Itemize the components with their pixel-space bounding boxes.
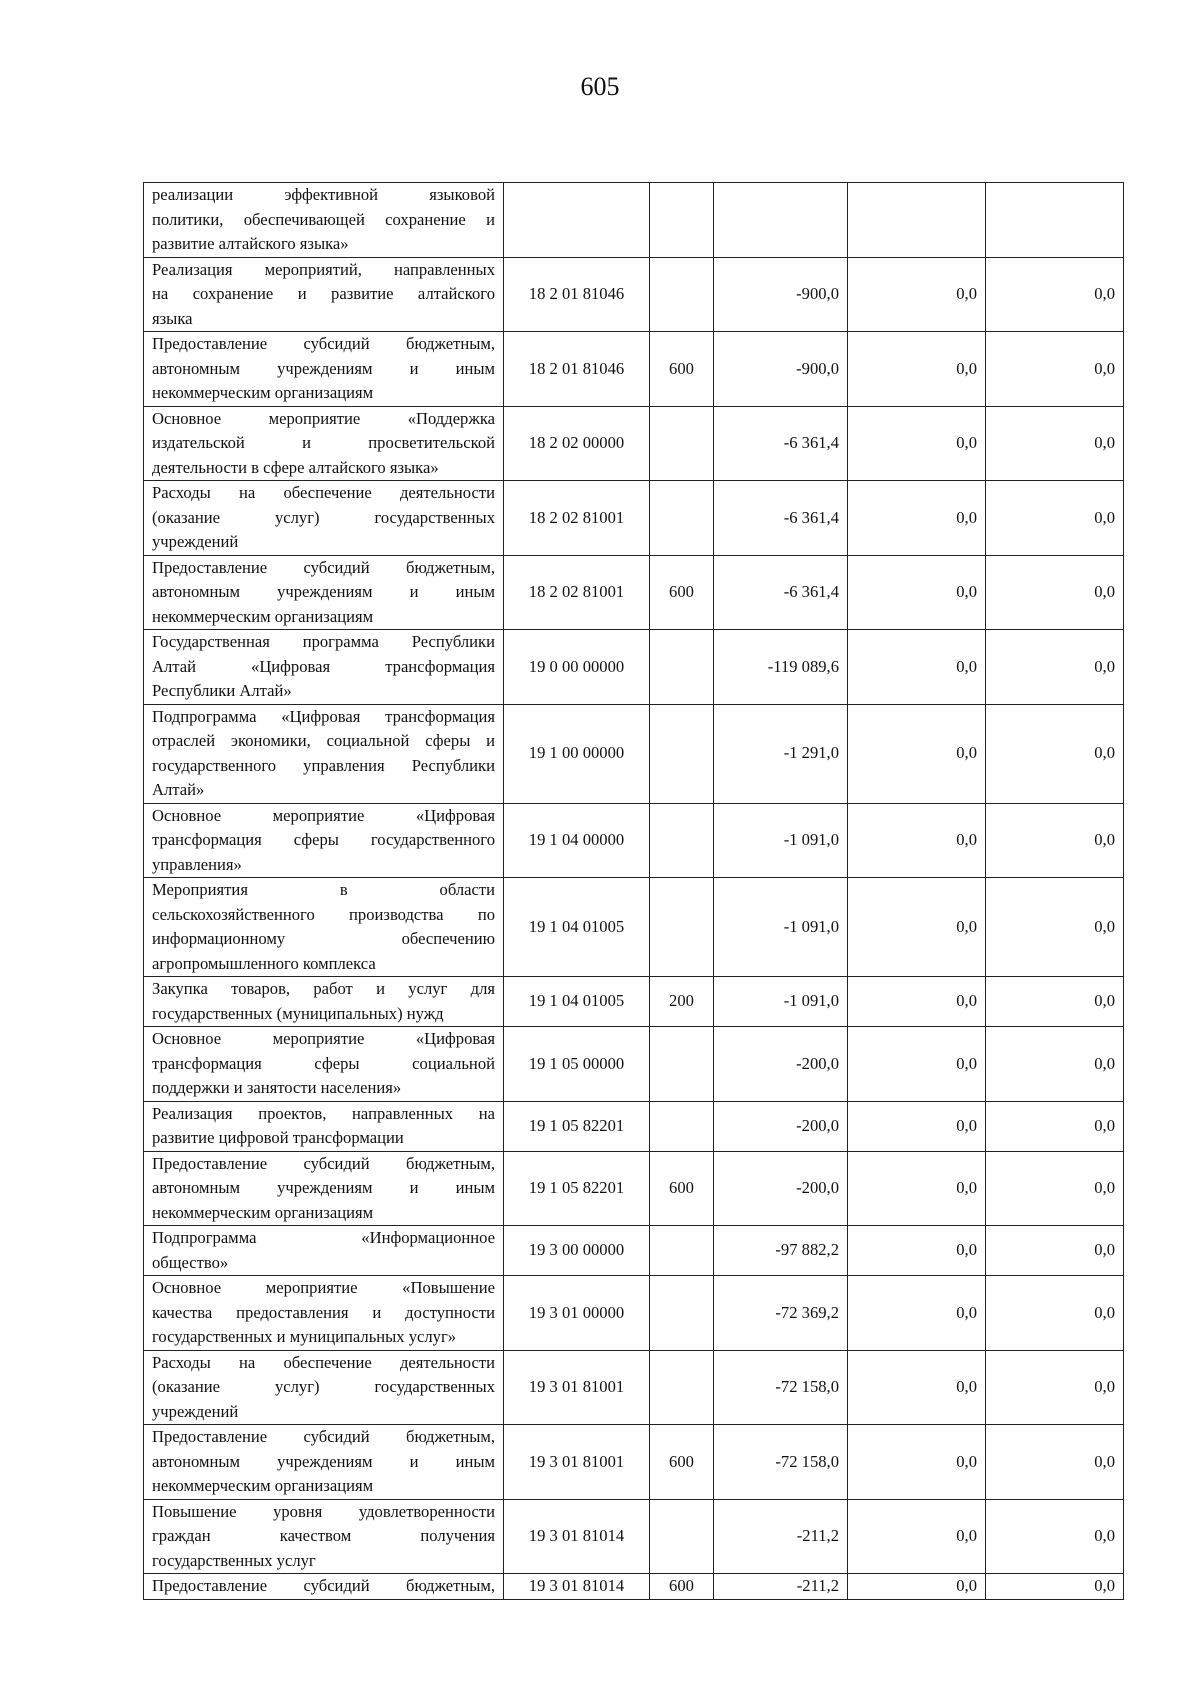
row-amount2-cell: 0,0 [848, 332, 986, 407]
table-row [144, 1276, 1124, 1351]
row-name-line: Предоставление субсидий бюджетным, [152, 334, 495, 353]
row-amount2-cell: 0,0 [848, 406, 986, 481]
row-kvr-cell [650, 1276, 714, 1351]
row-name-line: поддержки и занятости населения» [152, 1078, 402, 1097]
row-name-line: политики, обеспечивающей сохранение и [152, 209, 495, 229]
row-code-cell: 19 1 05 82201 [504, 1101, 650, 1151]
row-amount3-cell: 0,0 [986, 1425, 1124, 1500]
table-row [144, 183, 1124, 258]
row-name-line: информационному обеспечению [152, 929, 495, 948]
row-amount3-cell: 0,0 [986, 406, 1124, 481]
row-name-line: автономным учреждениям и иным [152, 1178, 495, 1197]
row-kvr-cell [650, 406, 714, 481]
row-name-line: трансформация сферы социальной [152, 1053, 495, 1073]
row-amount-cell: -6 361,4 [714, 481, 848, 556]
table-row [144, 257, 1124, 332]
row-amount-cell: -72 369,2 [714, 1276, 848, 1351]
row-amount3-cell: 0,0 [986, 1151, 1124, 1226]
row-code-cell: 19 1 00 00000 [504, 704, 650, 803]
row-name-line: учреждений [152, 532, 239, 551]
row-amount2-cell: 0,0 [848, 630, 986, 705]
row-amount-cell: -97 882,2 [714, 1226, 848, 1276]
table-row [144, 1027, 1124, 1102]
row-name-cell [144, 878, 504, 977]
row-amount3-cell: 0,0 [986, 1226, 1124, 1276]
row-name-line: Мероприятия в области [152, 880, 495, 899]
row-kvr-cell: 600 [650, 1574, 714, 1600]
row-code-cell: 18 2 02 81001 [504, 481, 650, 556]
row-code-cell: 19 3 01 81001 [504, 1425, 650, 1500]
row-name-cell [144, 977, 504, 1027]
row-name-cell [144, 803, 504, 878]
row-name-line: государственных услуг [152, 1550, 316, 1570]
row-name-line: Расходы на обеспечение деятельности [152, 483, 495, 502]
row-name-cell [144, 406, 504, 481]
row-amount2-cell [848, 183, 986, 258]
row-amount-cell: -1 091,0 [714, 878, 848, 977]
table-row [144, 406, 1124, 481]
row-code-cell: 18 2 02 00000 [504, 406, 650, 481]
row-code-cell: 19 3 00 00000 [504, 1226, 650, 1276]
table-row [144, 1226, 1124, 1276]
row-name-line: Подпрограмма «Информационное [152, 1228, 495, 1247]
row-name-line: Подпрограмма «Цифровая трансформация [152, 706, 495, 726]
row-kvr-cell [650, 704, 714, 803]
row-name-line: Реализация мероприятий, направленных [152, 259, 495, 279]
row-amount3-cell: 0,0 [986, 1350, 1124, 1425]
row-name-line: учреждений [152, 1401, 239, 1421]
row-name-line: Алтай» [152, 780, 205, 799]
row-name-line: Алтай «Цифровая трансформация [152, 656, 495, 676]
row-code-cell: 18 2 02 81001 [504, 555, 650, 630]
row-amount-cell: -119 089,6 [714, 630, 848, 705]
row-amount-cell: -72 158,0 [714, 1350, 848, 1425]
table-row [144, 1425, 1124, 1500]
row-name-line: Республики Алтай» [152, 681, 292, 700]
row-amount2-cell: 0,0 [848, 1101, 986, 1151]
row-name-cell [144, 704, 504, 803]
row-name-line: издательской и просветительской [152, 433, 495, 452]
row-amount3-cell: 0,0 [986, 332, 1124, 407]
row-name-cell [144, 257, 504, 332]
row-name-cell [144, 1350, 504, 1425]
row-code-cell: 19 1 04 01005 [504, 878, 650, 977]
row-amount-cell: -200,0 [714, 1151, 848, 1226]
row-amount2-cell: 0,0 [848, 1499, 986, 1574]
table-row [144, 878, 1124, 977]
row-name-line: некоммерческим организациям [152, 1476, 374, 1495]
row-amount2-cell: 0,0 [848, 1226, 986, 1276]
row-name-line: языка [152, 308, 193, 328]
row-kvr-cell: 200 [650, 977, 714, 1027]
row-amount-cell: -1 291,0 [714, 704, 848, 803]
row-kvr-cell [650, 878, 714, 977]
row-amount-cell: -6 361,4 [714, 406, 848, 481]
row-kvr-cell [650, 630, 714, 705]
row-kvr-cell [650, 257, 714, 332]
row-name-line: Предоставление субсидий бюджетным, [152, 1153, 495, 1173]
row-amount3-cell: 0,0 [986, 1574, 1124, 1600]
row-name-line: Основное мероприятие «Цифровая [152, 805, 495, 825]
row-name-line: развитие алтайского языка» [152, 234, 349, 253]
row-amount-cell: -6 361,4 [714, 555, 848, 630]
table-row [144, 1499, 1124, 1574]
row-code-cell: 18 2 01 81046 [504, 332, 650, 407]
row-amount3-cell [986, 183, 1124, 258]
row-name-line: Повышение уровня удовлетворенности [152, 1501, 495, 1521]
row-name-cell [144, 555, 504, 630]
row-name-line: автономным учреждениям и иным [152, 1451, 495, 1471]
row-amount-cell: -200,0 [714, 1101, 848, 1151]
row-amount3-cell: 0,0 [986, 977, 1124, 1027]
table-row [144, 332, 1124, 407]
row-name-cell [144, 1276, 504, 1351]
row-name-line: Основное мероприятие «Поддержка [152, 408, 495, 428]
row-name-cell [144, 1425, 504, 1500]
row-name-cell [144, 1151, 504, 1226]
row-amount2-cell: 0,0 [848, 1027, 986, 1102]
row-name-line: общество» [152, 1252, 229, 1272]
row-kvr-cell [650, 1226, 714, 1276]
row-kvr-cell: 600 [650, 1425, 714, 1500]
row-amount3-cell: 0,0 [986, 481, 1124, 556]
row-amount-cell [714, 183, 848, 258]
table-row [144, 555, 1124, 630]
row-name-line: Предоставление субсидий бюджетным, [152, 1576, 495, 1595]
row-amount-cell: -900,0 [714, 332, 848, 407]
row-name-line: Основное мероприятие «Цифровая [152, 1029, 495, 1048]
row-name-line: деятельности в сфере алтайского языка» [152, 457, 439, 477]
row-code-cell: 18 2 01 81046 [504, 257, 650, 332]
row-amount-cell: -900,0 [714, 257, 848, 332]
row-code-cell: 19 1 05 00000 [504, 1027, 650, 1102]
row-kvr-cell [650, 1101, 714, 1151]
row-name-cell [144, 1101, 504, 1151]
row-amount3-cell: 0,0 [986, 1499, 1124, 1574]
row-amount2-cell: 0,0 [848, 257, 986, 332]
row-code-cell: 19 1 04 01005 [504, 977, 650, 1027]
table-row [144, 1350, 1124, 1425]
row-kvr-cell [650, 481, 714, 556]
row-amount2-cell: 0,0 [848, 1276, 986, 1351]
page-number: 605 [580, 72, 620, 101]
row-name-cell [144, 183, 504, 258]
row-amount3-cell: 0,0 [986, 257, 1124, 332]
row-amount3-cell: 0,0 [986, 803, 1124, 878]
row-amount3-cell: 0,0 [986, 1101, 1124, 1151]
row-amount2-cell: 0,0 [848, 481, 986, 556]
row-name-line: государственных и муниципальных услуг» [152, 1327, 457, 1346]
table-row [144, 803, 1124, 878]
row-amount2-cell: 0,0 [848, 704, 986, 803]
row-amount-cell: -1 091,0 [714, 977, 848, 1027]
row-amount2-cell: 0,0 [848, 1574, 986, 1600]
row-amount3-cell: 0,0 [986, 630, 1124, 705]
row-code-cell: 19 1 05 82201 [504, 1151, 650, 1226]
row-name-cell [144, 481, 504, 556]
row-name-line: Предоставление субсидий бюджетным, [152, 557, 495, 577]
row-amount2-cell: 0,0 [848, 1151, 986, 1226]
row-amount2-cell: 0,0 [848, 1350, 986, 1425]
row-kvr-cell: 600 [650, 555, 714, 630]
row-name-line: некоммерческим организациям [152, 383, 374, 402]
row-kvr-cell [650, 1350, 714, 1425]
row-code-cell: 19 0 00 00000 [504, 630, 650, 705]
row-kvr-cell: 600 [650, 332, 714, 407]
row-name-line: некоммерческим организациям [152, 1202, 374, 1222]
row-amount3-cell: 0,0 [986, 704, 1124, 803]
table-row [144, 704, 1124, 803]
row-amount3-cell: 0,0 [986, 1276, 1124, 1351]
row-amount3-cell: 0,0 [986, 878, 1124, 977]
row-amount-cell: -211,2 [714, 1574, 848, 1600]
row-code-cell: 19 3 01 00000 [504, 1276, 650, 1351]
row-code-cell: 19 3 01 81014 [504, 1574, 650, 1600]
row-name-cell [144, 1226, 504, 1276]
row-name-line: (оказание услуг) государственных [152, 1377, 495, 1396]
row-name-line: автономным учреждениям и иным [152, 358, 495, 378]
table-row [144, 481, 1124, 556]
row-name-line: Закупка товаров, работ и услуг для [152, 979, 495, 998]
row-name-cell [144, 1574, 504, 1600]
budget-table-body [144, 183, 1124, 1600]
row-amount-cell: -211,2 [714, 1499, 848, 1574]
table-row [144, 1151, 1124, 1226]
row-name-line: трансформация сферы государственного [152, 830, 495, 849]
row-name-line: отраслей экономики, социальной сферы и [152, 731, 495, 750]
table-row [144, 630, 1124, 705]
row-name-line: развитие цифровой трансформации [152, 1128, 404, 1147]
row-name-line: управления» [152, 854, 242, 874]
row-amount3-cell: 0,0 [986, 1027, 1124, 1102]
row-name-cell [144, 332, 504, 407]
row-kvr-cell [650, 183, 714, 258]
row-name-line: (оказание услуг) государственных [152, 507, 495, 527]
row-kvr-cell [650, 1027, 714, 1102]
row-name-line: Расходы на обеспечение деятельности [152, 1352, 495, 1372]
table-row [144, 1574, 1124, 1600]
row-name-line: государственного управления Республики [152, 755, 495, 775]
row-name-line: на сохранение и развитие алтайского [152, 284, 495, 303]
row-amount2-cell: 0,0 [848, 878, 986, 977]
row-amount-cell: -200,0 [714, 1027, 848, 1102]
row-amount3-cell: 0,0 [986, 555, 1124, 630]
row-code-cell [504, 183, 650, 258]
row-kvr-cell: 600 [650, 1151, 714, 1226]
row-name-line: Основное мероприятие «Повышение [152, 1278, 495, 1297]
row-code-cell: 19 1 04 00000 [504, 803, 650, 878]
row-name-cell [144, 1027, 504, 1102]
row-code-cell: 19 3 01 81001 [504, 1350, 650, 1425]
row-name-line: Реализация проектов, направленных на [152, 1103, 495, 1123]
row-name-line: Государственная программа Республики [152, 632, 495, 651]
row-amount2-cell: 0,0 [848, 977, 986, 1027]
row-code-cell: 19 3 01 81014 [504, 1499, 650, 1574]
row-kvr-cell [650, 1499, 714, 1574]
row-amount2-cell: 0,0 [848, 803, 986, 878]
row-name-cell [144, 630, 504, 705]
row-name-line: граждан качеством получения [152, 1526, 495, 1545]
row-name-line: реализации эффективной языковой [152, 185, 495, 204]
row-kvr-cell [650, 803, 714, 878]
budget-table [143, 182, 1124, 1600]
table-row [144, 1101, 1124, 1151]
row-name-line: качества предоставления и доступности [152, 1302, 495, 1322]
row-amount-cell: -1 091,0 [714, 803, 848, 878]
row-name-cell [144, 1499, 504, 1574]
row-amount-cell: -72 158,0 [714, 1425, 848, 1500]
row-name-line: агропромышленного комплекса [152, 953, 376, 973]
row-amount2-cell: 0,0 [848, 555, 986, 630]
table-row [144, 977, 1124, 1027]
row-name-line: автономным учреждениям и иным [152, 582, 495, 601]
row-amount2-cell: 0,0 [848, 1425, 986, 1500]
row-name-line: сельскохозяйственного производства по [152, 904, 495, 924]
row-name-line: государственных (муниципальных) нужд [152, 1003, 444, 1023]
row-name-line: некоммерческим организациям [152, 606, 374, 626]
row-name-line: Предоставление субсидий бюджетным, [152, 1427, 495, 1446]
